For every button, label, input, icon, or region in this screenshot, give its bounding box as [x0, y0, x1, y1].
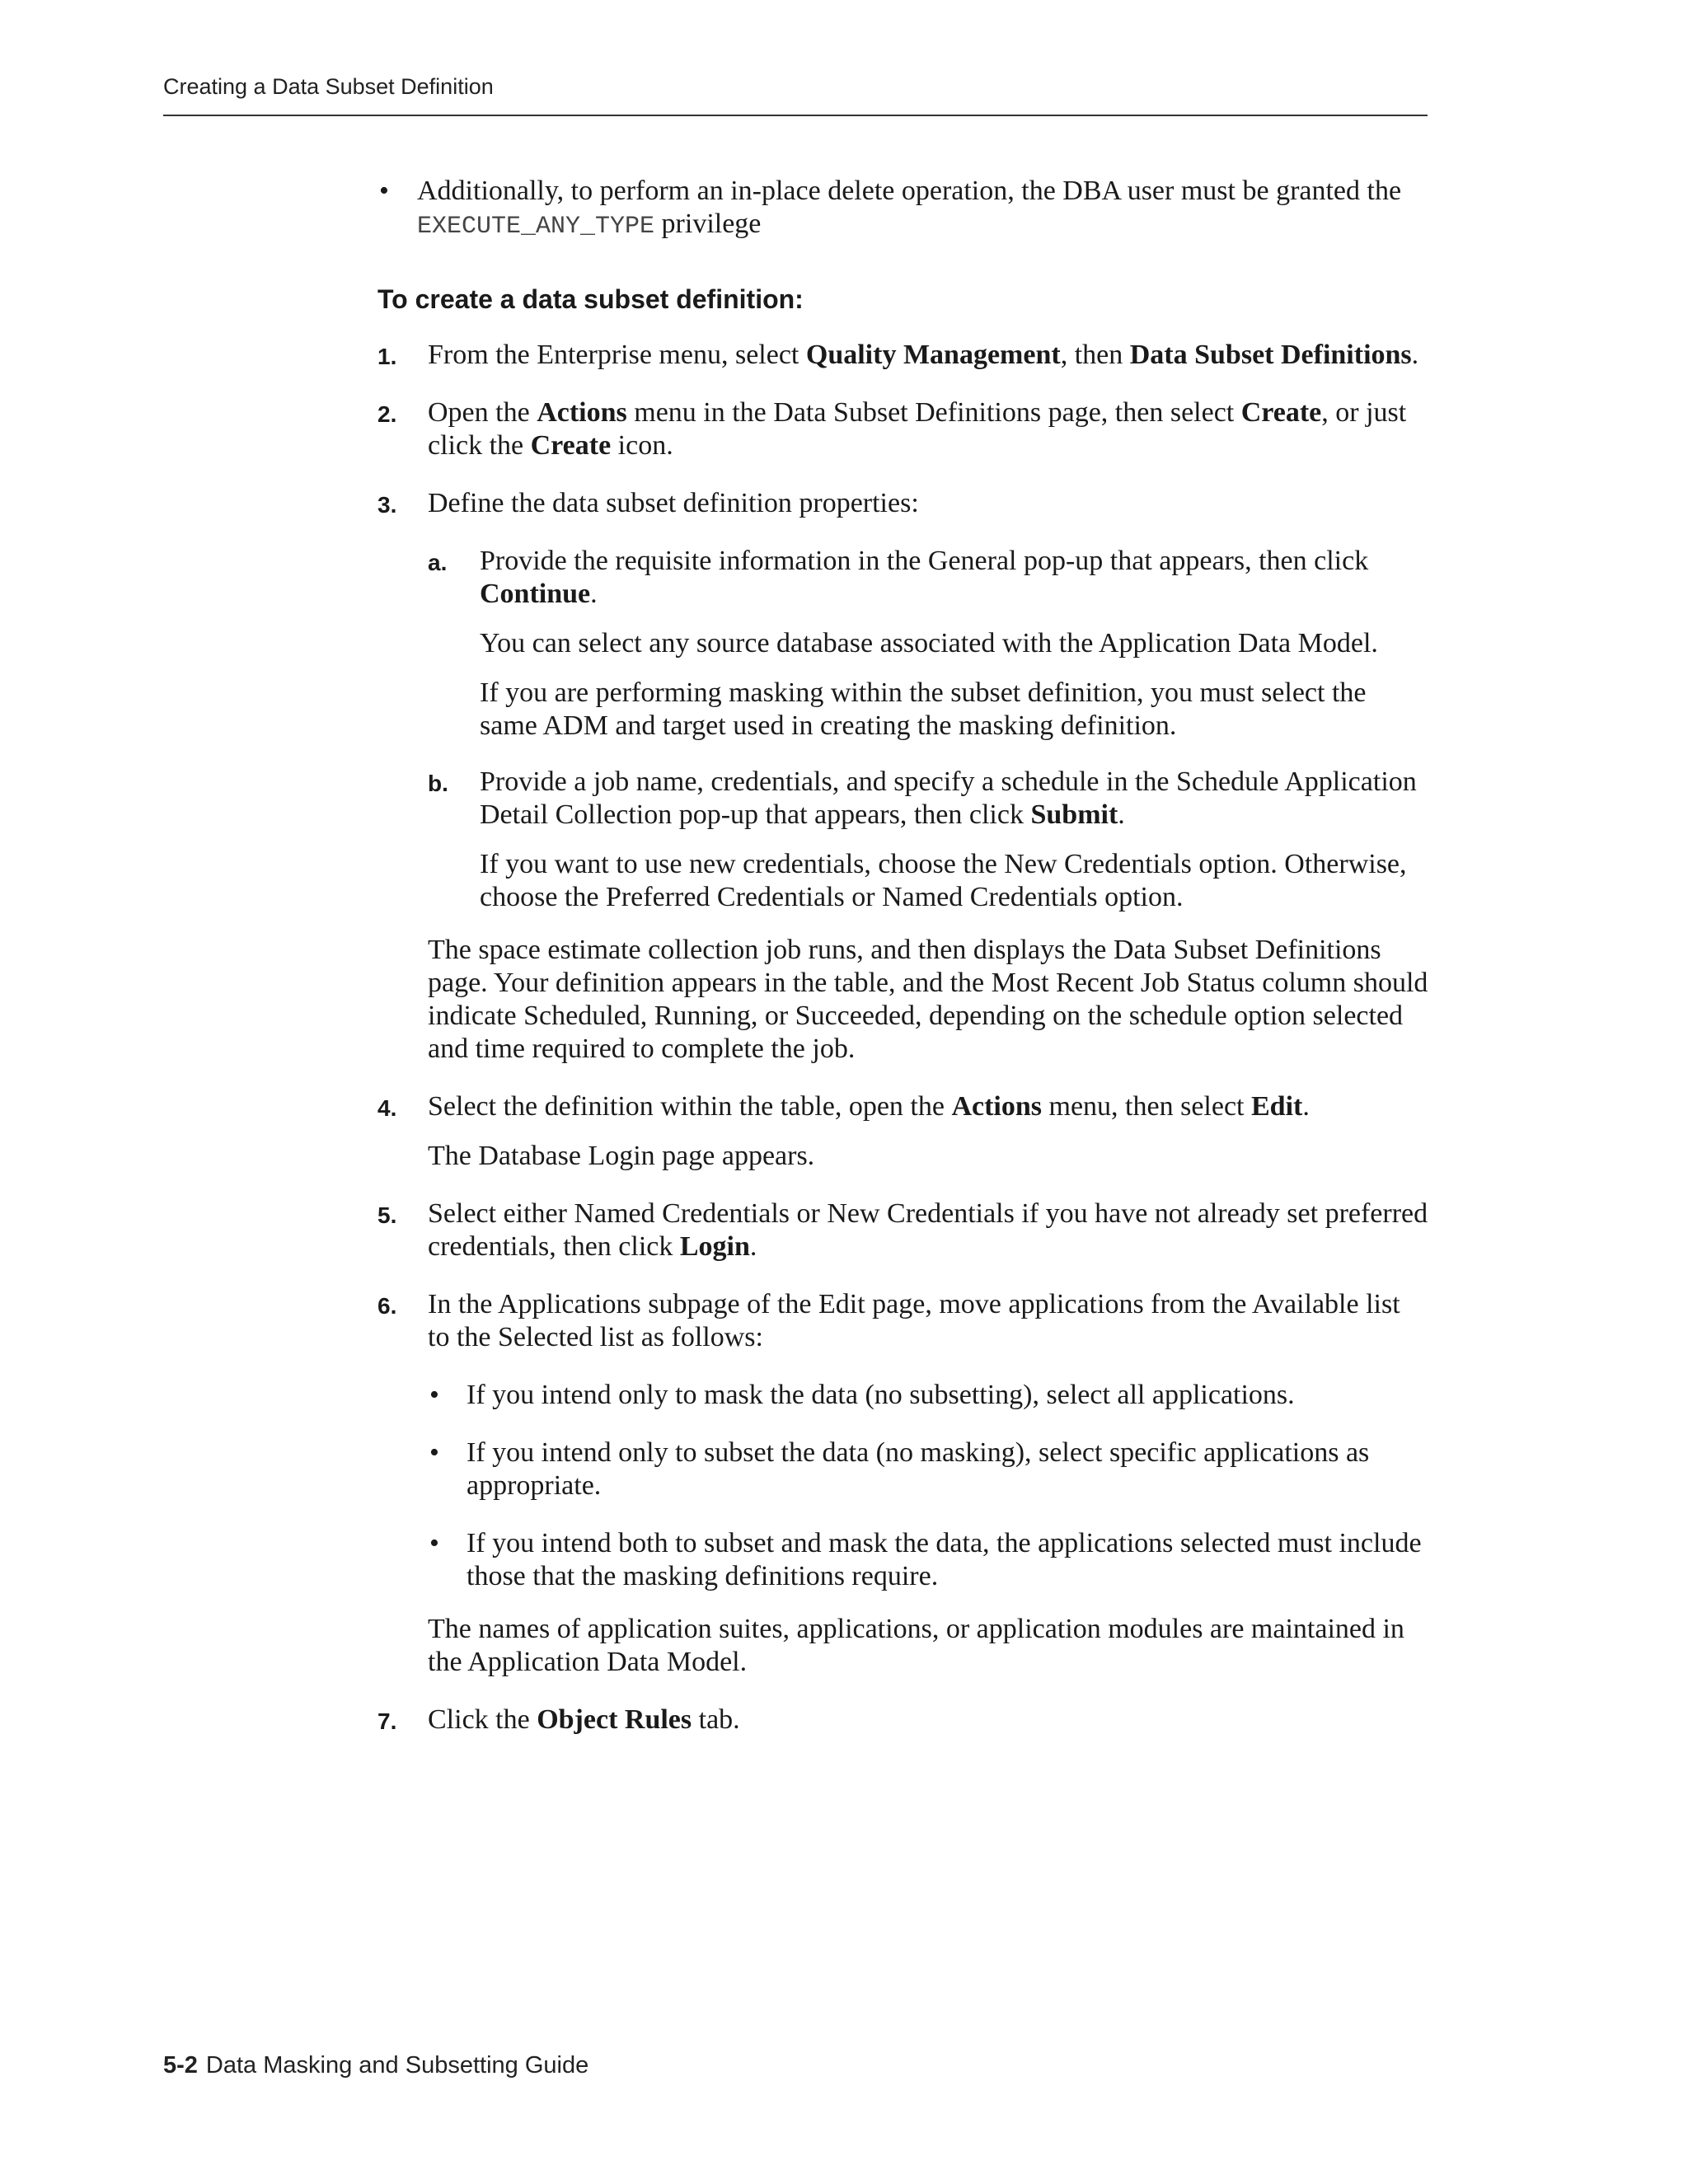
step-text: In the Applications subpage of the Edit page, move applications from the Available list to the Selected list as follows:: [428, 1289, 1400, 1352]
page-content: [377, 175, 1428, 1761]
bullet-icon: •: [379, 176, 389, 206]
intro-text: Additionally, to perform an in-place delete operation, the DBA user must be granted the: [417, 176, 1402, 206]
step-number: 1.: [377, 344, 397, 369]
substep-note: If you want to use new credentials, choose the New Credentials option. Otherwise, choose the Preferred Credentials or Named Credentials option.: [480, 849, 1407, 912]
step-result: The names of application suites, applications, or application modules are maintained in the Application Data Model.: [428, 1614, 1404, 1677]
step-6: [377, 1288, 1428, 1679]
step-7: [377, 1704, 1428, 1736]
menu-data-subset-definitions: Data Subset Definitions: [1129, 340, 1412, 370]
intro-text-end: privilege: [654, 209, 762, 239]
step-result: The space estimate collection job runs, and then displays the Data Subset Definitions page. Your definition appears in the table, and the Most Recent Job Status column should indicate Scheduled, Running, or Succeeded, depending on the schedule option selected and time required to complete the job.: [428, 935, 1428, 1064]
step-4: [377, 1090, 1428, 1173]
step-2: [377, 396, 1428, 462]
create-term: Create: [1240, 397, 1322, 428]
substep-b: [428, 766, 1428, 914]
login-term: Login: [679, 1231, 750, 1262]
list-item: • If you intend only to subset the data (no masking), select specific applications as appropriate.: [429, 1437, 1370, 1501]
substep-text: Provide a job name, credentials, and specify a schedule in the Schedule Application Detail Collection pop-up that appears, then click Submit.: [480, 766, 1417, 830]
edit-term: Edit: [1251, 1091, 1303, 1122]
list-item: • If you intend only to mask the data (no subsetting), select all applications.: [429, 1380, 1295, 1410]
step-text: Select either Named Credentials or New Credentials if you have not already set preferred credentials, then click Login.: [428, 1198, 1428, 1262]
object-rules-term: Object Rules: [537, 1704, 692, 1735]
actions-term: Actions: [537, 397, 627, 428]
step-number: 7.: [377, 1708, 397, 1734]
step-5: [377, 1197, 1428, 1263]
step-text: Click the Object Rules tab.: [428, 1704, 740, 1735]
running-header-title: Creating a Data Subset Definition: [163, 74, 494, 99]
bullet-icon: •: [429, 1528, 439, 1558]
page-footer: [163, 2052, 588, 2079]
step-number: 4.: [377, 1095, 397, 1121]
privilege-code: EXECUTE_ANY_TYPE: [417, 213, 655, 241]
list-item: • If you intend both to subset and mask the data, the applications selected must include those that the masking definitions require.: [429, 1528, 1422, 1591]
substep-text: Provide the requisite information in the General pop-up that appears, then click Continue.: [480, 546, 1369, 609]
step-number: 3.: [377, 492, 397, 518]
step-1: [377, 339, 1428, 372]
substep-note: If you are performing masking within the subset definition, you must select the same ADM and target used in creating the masking definition.: [480, 677, 1367, 741]
create-icon-term: Create: [530, 430, 612, 461]
submit-term: Submit: [1030, 799, 1118, 830]
substep-letter: b.: [428, 771, 448, 796]
intro-bullet: [377, 175, 1428, 243]
step-text: From the Enterprise menu, select Quality Management, then Data Subset Definitions.: [428, 340, 1419, 370]
step-text: Select the definition within the table, open the Actions menu, then select Edit.: [428, 1091, 1310, 1122]
step-number: 6.: [377, 1293, 397, 1319]
substeps: [428, 545, 1428, 914]
book-title: Data Masking and Subsetting Guide: [205, 2052, 589, 2079]
substep-a: [428, 545, 1428, 743]
bullet-icon: •: [429, 1380, 439, 1410]
menu-quality-management: Quality Management: [805, 340, 1061, 370]
step-result: The Database Login page appears.: [428, 1141, 815, 1171]
step-3: [377, 487, 1428, 1066]
actions-term: Actions: [951, 1091, 1043, 1122]
application-options-list: [428, 1379, 1428, 1593]
step-text: Define the data subset definition properties:: [428, 488, 919, 518]
procedure-title: To create a data subset definition:: [377, 284, 804, 314]
header-rule: [163, 115, 1428, 116]
substep-note: You can select any source database associated with the Application Data Model.: [480, 628, 1378, 658]
bullet-icon: •: [429, 1437, 439, 1468]
step-number: 2.: [377, 401, 397, 427]
substep-letter: a.: [428, 550, 448, 575]
step-number: 5.: [377, 1202, 397, 1228]
continue-term: Continue: [480, 579, 591, 609]
page-number: 5-2: [163, 2052, 198, 2079]
step-text: Open the Actions menu in the Data Subset Definitions page, then select Create, or just click the Create icon.: [428, 397, 1407, 461]
